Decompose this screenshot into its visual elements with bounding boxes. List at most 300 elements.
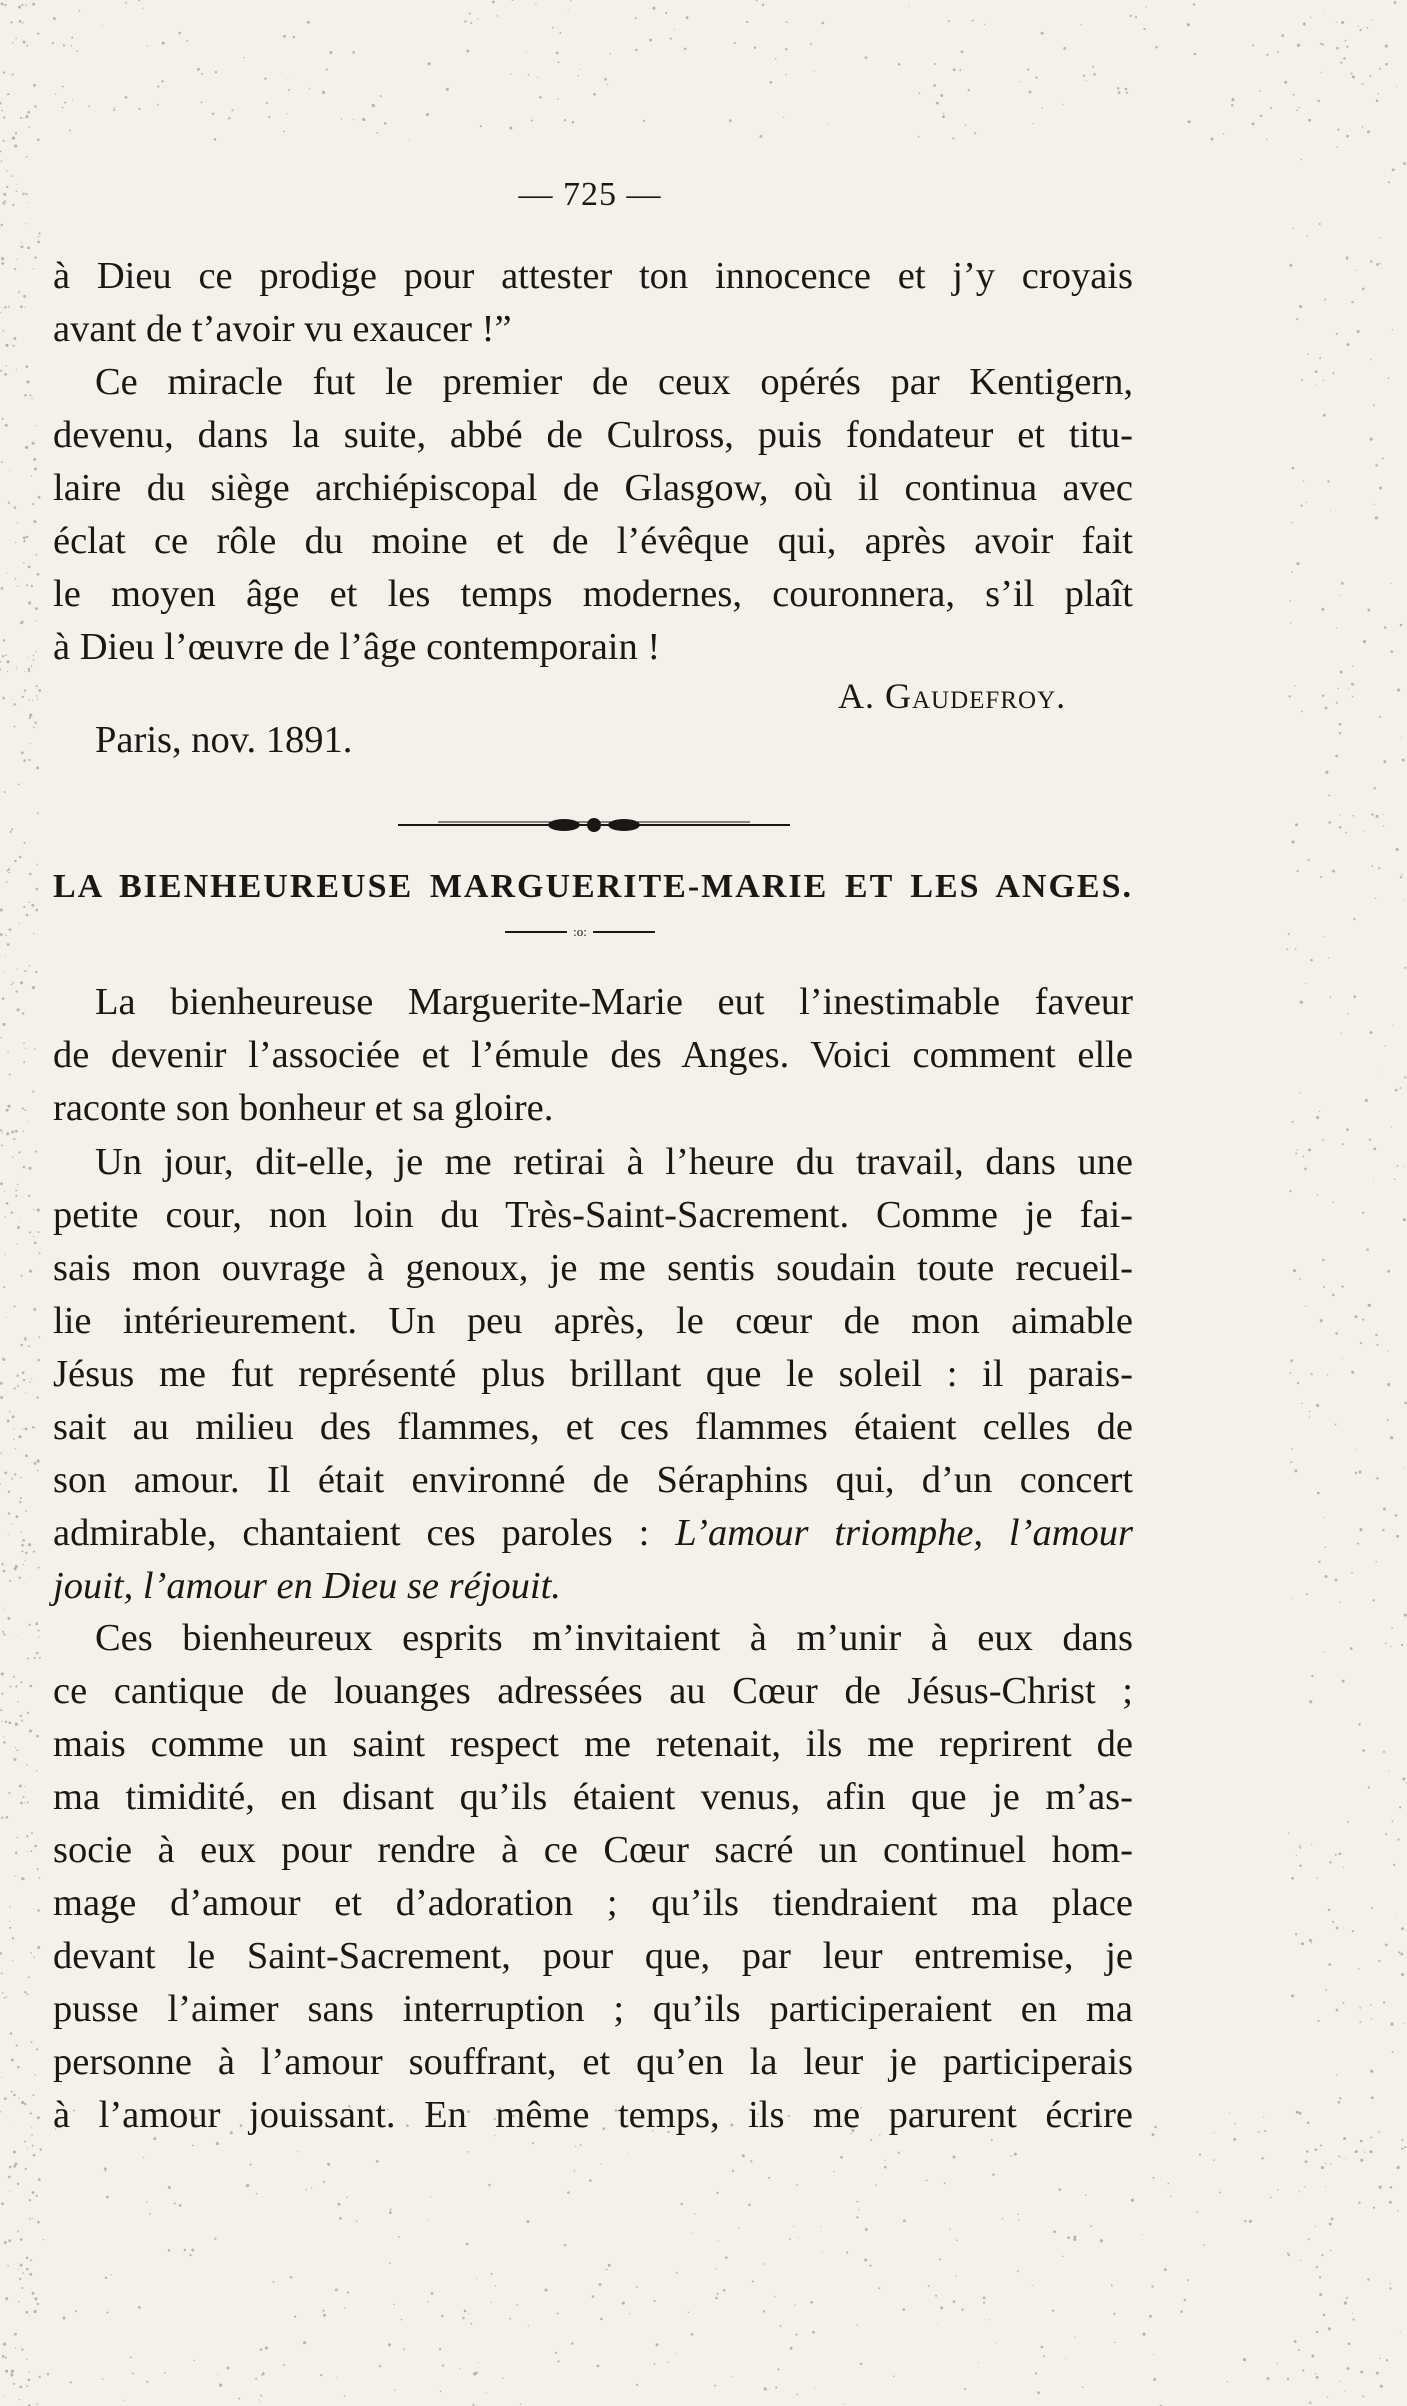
speckle-dot: [9, 1927, 11, 1929]
speckle-dot: [1375, 1334, 1377, 1336]
speckle-dot: [1390, 583, 1391, 584]
speckle-dot: [19, 923, 20, 924]
speckle-dot: [1085, 2194, 1087, 2196]
speckle-dot: [28, 902, 30, 904]
speckle-dot: [35, 1151, 37, 1153]
speckle-dot: [24, 690, 26, 692]
speckle-dot: [1292, 228, 1294, 230]
speckle-dot: [893, 2375, 895, 2377]
speckle-dot: [473, 2372, 476, 2375]
speckle-dot: [14, 1305, 16, 1307]
speckle-dot: [15, 1565, 18, 1568]
speckle-dot: [1041, 32, 1044, 35]
speckle-dot: [25, 115, 28, 118]
speckle-dot: [297, 2151, 298, 2152]
speckle-dot: [1404, 967, 1406, 969]
speckle-dot: [174, 2203, 176, 2205]
speckle-dot: [13, 2150, 16, 2153]
speckle-dot: [1154, 2126, 1157, 2129]
speckle-dot: [558, 61, 560, 63]
speckle-dot: [1258, 2131, 1260, 2133]
speckle-dot: [15, 1685, 17, 1687]
speckle-dot: [353, 119, 354, 120]
speckle-dot: [37, 1470, 39, 1472]
speckle-dot: [1086, 80, 1087, 81]
speckle-dot: [29, 1382, 30, 1383]
speckle-dot: [228, 117, 230, 119]
speckle-dot: [4, 972, 5, 973]
speckle-dot: [36, 554, 38, 556]
speckle-dot: [273, 2281, 275, 2283]
speckle-dot: [668, 2361, 669, 2362]
speckle-dot: [1336, 146, 1338, 148]
speckle-dot: [14, 1758, 17, 1761]
speckle-dot: [812, 2331, 815, 2334]
speckle-dot: [1388, 377, 1390, 379]
speckle-dot: [1376, 2372, 1379, 2375]
speckle-dot: [3, 1633, 5, 1635]
speckle-dot: [29, 714, 32, 717]
speckle-dot: [1358, 26, 1359, 27]
speckle-dot: [75, 2310, 77, 2312]
speckle-dot: [3, 140, 5, 142]
speckle-dot: [164, 2372, 166, 2374]
speckle-dot: [1394, 1179, 1396, 1181]
speckle-dot: [732, 2376, 733, 2377]
speckle-dot: [266, 102, 268, 104]
speckle-dot: [33, 659, 35, 661]
speckle-dot: [537, 77, 538, 78]
article-paragraph-3: [53, 1612, 1133, 2142]
speckle-dot: [1332, 1921, 1334, 1923]
speckle-dot: [1365, 1099, 1368, 1102]
speckle-dot: [389, 2211, 392, 2214]
speckle-dot: [1378, 2131, 1380, 2133]
speckle-dot: [1330, 996, 1332, 998]
speckle-dot: [1330, 510, 1331, 511]
speckle-dot: [1152, 2133, 1155, 2136]
speckle-dot: [1344, 2391, 1345, 2392]
speckle-dot: [1, 110, 3, 112]
speckle-dot: [491, 2273, 493, 2275]
speckle-dot: [55, 93, 57, 95]
speckle-dot: [31, 2134, 33, 2136]
article-paragraph-1: [53, 976, 1133, 1135]
speckle-dot: [2, 997, 5, 1000]
speckle-dot: [1180, 2310, 1183, 2313]
speckle-dot: [1302, 1156, 1304, 1158]
speckle-dot: [26, 223, 27, 224]
speckle-dot: [1315, 370, 1318, 373]
speckle-dot: [24, 970, 26, 972]
speckle-dot: [1397, 2166, 1400, 2169]
speckle-dot: [1143, 28, 1145, 30]
speckle-dot: [157, 85, 159, 87]
speckle-dot: [8, 1512, 10, 1514]
speckle-dot: [143, 2157, 144, 2158]
speckle-dot: [1350, 1647, 1353, 1650]
speckle-dot: [286, 113, 287, 114]
speckle-dot: [3, 1741, 6, 1744]
speckle-dot: [39, 2376, 41, 2378]
speckle-dot: [12, 42, 13, 43]
speckle-dot: [33, 727, 35, 729]
speckle-dot: [939, 2258, 941, 2260]
speckle-dot: [2, 2355, 5, 2358]
speckle-dot: [24, 1991, 26, 1993]
speckle-dot: [1310, 1942, 1312, 1944]
speckle-dot: [26, 584, 28, 586]
speckle-dot: [197, 68, 200, 71]
speckle-dot: [38, 1877, 40, 1879]
speckle-dot: [24, 1802, 25, 1803]
speckle-dot: [16, 1750, 18, 1752]
speckle-dot: [5, 1254, 6, 1255]
speckle-dot: [1301, 711, 1303, 713]
speckle-dot: [13, 1428, 14, 1429]
speckle-dot: [28, 670, 30, 672]
text-line: ma timidité, en disant qu’ils étaient venus, afin que je m’as-: [53, 1776, 1133, 1818]
speckle-dot: [1367, 2278, 1370, 2281]
speckle-dot: [470, 2323, 472, 2325]
speckle-dot: [14, 726, 16, 728]
speckle-dot: [1336, 2009, 1339, 2012]
speckle-dot: [1379, 2358, 1381, 2360]
speckle-dot: [1391, 1127, 1392, 1128]
speckle-dot: [13, 1138, 15, 1140]
speckle-dot: [1404, 1076, 1406, 1078]
speckle-dot: [17, 969, 18, 970]
speckle-dot: [13, 1676, 15, 1678]
speckle-dot: [1391, 1627, 1393, 1629]
speckle-dot: [0, 1452, 2, 1454]
speckle-dot: [125, 2, 127, 4]
speckle-dot: [2, 2396, 3, 2397]
speckle-dot: [31, 1832, 33, 1834]
speckle-dot: [604, 78, 607, 81]
speckle-dot: [309, 88, 310, 89]
speckle-dot: [102, 25, 103, 26]
speckle-dot: [1370, 260, 1372, 262]
speckle-dot: [214, 2238, 216, 2240]
speckle-dot: [15, 2163, 18, 2166]
speckle-dot: [17, 1008, 20, 1011]
speckle-dot: [1401, 737, 1402, 738]
speckle-dot: [1368, 1786, 1370, 1788]
speckle-dot: [1369, 75, 1371, 77]
speckle-dot: [6, 1317, 7, 1318]
speckle-dot: [12, 1415, 15, 1418]
speckle-dot: [934, 63, 936, 65]
speckle-dot: [1347, 2367, 1350, 2370]
speckle-dot: [629, 2313, 630, 2314]
speckle-dot: [1336, 21, 1337, 22]
speckle-dot: [28, 2371, 29, 2372]
speckle-dot: [898, 63, 901, 66]
speckle-dot: [7, 1420, 10, 1423]
speckle-dot: [1290, 622, 1291, 623]
speckle-dot: [142, 8, 143, 9]
speckle-dot: [20, 1344, 22, 1346]
speckle-dot: [1379, 2186, 1382, 2189]
speckle-dot: [1243, 2358, 1246, 2361]
speckle-dot: [1317, 1877, 1319, 1879]
speckle-dot: [426, 113, 429, 116]
speckle-dot: [1375, 516, 1378, 519]
speckle-dot: [729, 119, 732, 122]
speckle-dot: [25, 4, 27, 6]
speckle-dot: [732, 2170, 734, 2172]
speckle-dot: [29, 394, 31, 396]
speckle-dot: [8, 1721, 11, 1724]
speckle-dot: [2, 1357, 3, 1358]
speckle-dot: [20, 1531, 21, 1532]
text-line: laire du siège archiépiscopal de Glasgow, où il continua avec: [53, 467, 1133, 509]
speckle-dot: [1343, 1867, 1344, 1868]
speckle-dot: [23, 1379, 25, 1381]
speckle-dot: [1264, 2130, 1266, 2132]
speckle-dot: [1308, 859, 1310, 861]
speckle-dot: [1339, 732, 1341, 734]
speckle-dot: [961, 2309, 963, 2311]
speckle-dot: [1373, 1147, 1376, 1150]
speckle-dot: [1294, 685, 1295, 686]
speckle-dot: [18, 783, 20, 785]
speckle-dot: [17, 1375, 19, 1377]
speckle-dot: [1387, 1383, 1390, 1386]
speckle-dot: [1373, 1177, 1374, 1178]
speckle-dot: [919, 92, 921, 94]
speckle-dot: [1308, 2238, 1310, 2240]
speckle-dot: [15, 542, 17, 544]
speckle-dot: [3, 1570, 6, 1573]
text-line: jouit, l’amour en Dieu se réjouit.: [53, 1565, 561, 1607]
speckle-dot: [0, 1952, 2, 1955]
speckle-dot: [856, 2201, 858, 2203]
speckle-dot: [72, 99, 73, 100]
speckle-dot: [1296, 110, 1298, 112]
speckle-dot: [214, 138, 217, 141]
speckle-dot: [1252, 45, 1254, 47]
speckle-dot: [1383, 760, 1386, 763]
speckle-dot: [1335, 755, 1338, 758]
speckle-dot: [14, 268, 16, 270]
speckle-dot: [36, 695, 37, 696]
speckle-dot: [1301, 1403, 1303, 1405]
speckle-dot: [33, 2154, 36, 2157]
speckle-dot: [52, 42, 54, 44]
speckle-dot: [878, 2287, 880, 2289]
text-line: mais comme un saint respect me retenait, ils me reprirent de: [53, 1723, 1133, 1765]
speckle-dot: [1203, 2244, 1205, 2246]
speckle-dot: [1327, 1374, 1329, 1376]
speckle-dot: [6, 170, 8, 172]
speckle-dot: [2, 1023, 5, 1026]
speckle-dot: [0, 370, 2, 372]
speckle-dot: [1404, 2146, 1406, 2148]
speckle-dot: [28, 699, 30, 701]
speckle-dot: [898, 2152, 900, 2154]
speckle-dot: [32, 1091, 34, 1093]
speckle-dot: [63, 44, 65, 46]
speckle-dot: [327, 2163, 330, 2166]
speckle-dot: [15, 1130, 18, 1133]
speckle-dot: [440, 2391, 442, 2393]
speckle-dot: [34, 467, 37, 470]
speckle-dot: [12, 1156, 14, 1158]
speckle-dot: [1332, 372, 1334, 374]
speckle-dot: [1378, 867, 1380, 869]
speckle-dot: [33, 1308, 36, 1311]
speckle-dot: [653, 2363, 655, 2365]
speckle-dot: [36, 2403, 38, 2405]
speckle-dot: [12, 705, 13, 706]
speckle-dot: [29, 2199, 31, 2201]
speckle-dot: [1322, 1139, 1324, 1141]
speckle-dot: [34, 1657, 36, 1659]
speckle-dot: [3, 116, 5, 118]
speckle-dot: [19, 856, 22, 859]
page-number: — 725 —: [518, 176, 662, 213]
speckle-dot: [1358, 2202, 1360, 2204]
speckle-dot: [149, 2213, 151, 2215]
speckle-dot: [592, 2295, 595, 2298]
speckle-dot: [1397, 2210, 1398, 2211]
speckle-dot: [23, 1583, 24, 1584]
speckle-dot: [260, 2395, 262, 2397]
text-line: avant de t’avoir vu exaucer !”: [53, 308, 512, 350]
speckle-dot: [1396, 1535, 1399, 1538]
speckle-dot: [1304, 1168, 1307, 1171]
speckle-dot: [1290, 1359, 1293, 1362]
speckle-dot: [756, 0, 758, 1]
speckle-dot: [1343, 2002, 1345, 2004]
speckle-dot: [1376, 1477, 1378, 1479]
speckle-dot: [1402, 1777, 1405, 1780]
speckle-dot: [1294, 1470, 1297, 1473]
speckle-dot: [30, 1850, 32, 1852]
speckle-dot: [38, 1636, 40, 1638]
speckle-dot: [1, 587, 4, 590]
speckle-dot: [652, 7, 655, 10]
speckle-dot: [24, 394, 27, 397]
speckle-dot: [995, 2343, 996, 2344]
speckle-dot: [8, 868, 10, 870]
speckle-dot: [146, 2381, 148, 2383]
speckle-dot: [1389, 2287, 1391, 2289]
speckle-dot: [11, 2372, 13, 2374]
speckle-dot: [1041, 2346, 1044, 2349]
speckle-dot: [1052, 2310, 1054, 2312]
speckle-dot: [20, 1802, 23, 1805]
speckle-dot: [643, 120, 645, 122]
speckle-dot: [27, 1851, 28, 1852]
speckle-dot: [33, 84, 36, 87]
speckle-dot: [1325, 1575, 1328, 1578]
speckle-dot: [34, 106, 36, 108]
speckle-dot: [13, 2094, 16, 2097]
speckle-dot: [16, 259, 17, 260]
speckle-dot: [1385, 1643, 1387, 1645]
speckle-dot: [37, 573, 40, 576]
speckle-dot: [76, 50, 78, 52]
speckle-dot: [1370, 2004, 1371, 2005]
speckle-dot: [27, 1120, 28, 1121]
speckle-dot: [1336, 627, 1337, 628]
speckle-dot: [944, 2182, 946, 2184]
speckle-dot: [24, 1109, 26, 1111]
text-line: à l’amour jouissant. En même temps, ils me parurent écrire: [53, 2094, 1133, 2136]
speckle-dot: [1332, 870, 1335, 873]
speckle-dot: [6, 881, 8, 883]
speckle-dot: [1, 1563, 3, 1565]
speckle-dot: [88, 106, 90, 108]
speckle-dot: [1391, 650, 1394, 653]
speckle-dot: [902, 2308, 905, 2311]
speckle-dot: [1387, 1419, 1389, 1421]
speckle-dot: [589, 2179, 592, 2182]
speckle-dot: [1335, 1423, 1337, 1425]
speckle-dot: [607, 84, 609, 86]
speckle-dot: [1018, 2219, 1020, 2221]
speckle-dot: [1316, 2376, 1319, 2379]
speckle-dot: [36, 1622, 37, 1623]
speckle-dot: [4, 1608, 5, 1609]
speckle-dot: [3, 71, 5, 73]
speckle-dot: [23, 540, 25, 542]
speckle-dot: [1309, 2402, 1311, 2404]
speckle-dot: [1307, 2121, 1310, 2124]
article-title: LA BIENHEUREUSE MARGUERITE-MARIE ET LES ANGES.: [53, 868, 1133, 905]
speckle-dot: [477, 18, 478, 19]
speckle-dot: [17, 1184, 19, 1186]
speckle-dot: [21, 2348, 23, 2350]
speckle-dot: [24, 307, 25, 308]
speckle-dot: [1073, 2236, 1076, 2239]
speckle-dot: [1375, 464, 1378, 467]
speckle-dot: [376, 132, 378, 134]
speckle-dot: [1325, 771, 1328, 774]
speckle-dot: [600, 2318, 603, 2321]
speckle-dot: [38, 689, 41, 692]
speckle-dot: [1386, 2359, 1388, 2361]
speckle-dot: [29, 1729, 32, 1732]
speckle-dot: [8, 502, 10, 504]
speckle-dot: [28, 668, 30, 670]
speckle-dot: [1309, 1417, 1311, 1419]
text-line: à Dieu ce prodige pour attester ton innocence et j’y croyais: [53, 255, 1133, 297]
speckle-dot: [1331, 2218, 1334, 2221]
speckle-dot: [1394, 1, 1397, 4]
speckle-dot: [39, 1252, 41, 1254]
speckle-dot: [783, 117, 784, 118]
speckle-dot: [1299, 1847, 1301, 1849]
title-separator: [505, 922, 655, 942]
speckle-dot: [1328, 794, 1330, 796]
speckle-dot: [1352, 75, 1355, 78]
speckle-dot: [1328, 1909, 1330, 1911]
speckle-dot: [0, 933, 3, 936]
speckle-dot: [1290, 1372, 1292, 1374]
speckle-dot: [1351, 73, 1353, 75]
speckle-dot: [949, 2228, 951, 2230]
speckle-dot: [2, 697, 4, 699]
speckle-dot: [1315, 2226, 1316, 2227]
speckle-dot: [38, 496, 41, 499]
speckle-dot: [1345, 2158, 1346, 2159]
speckle-dot: [323, 2314, 326, 2317]
speckle-dot: [1360, 2140, 1363, 2143]
